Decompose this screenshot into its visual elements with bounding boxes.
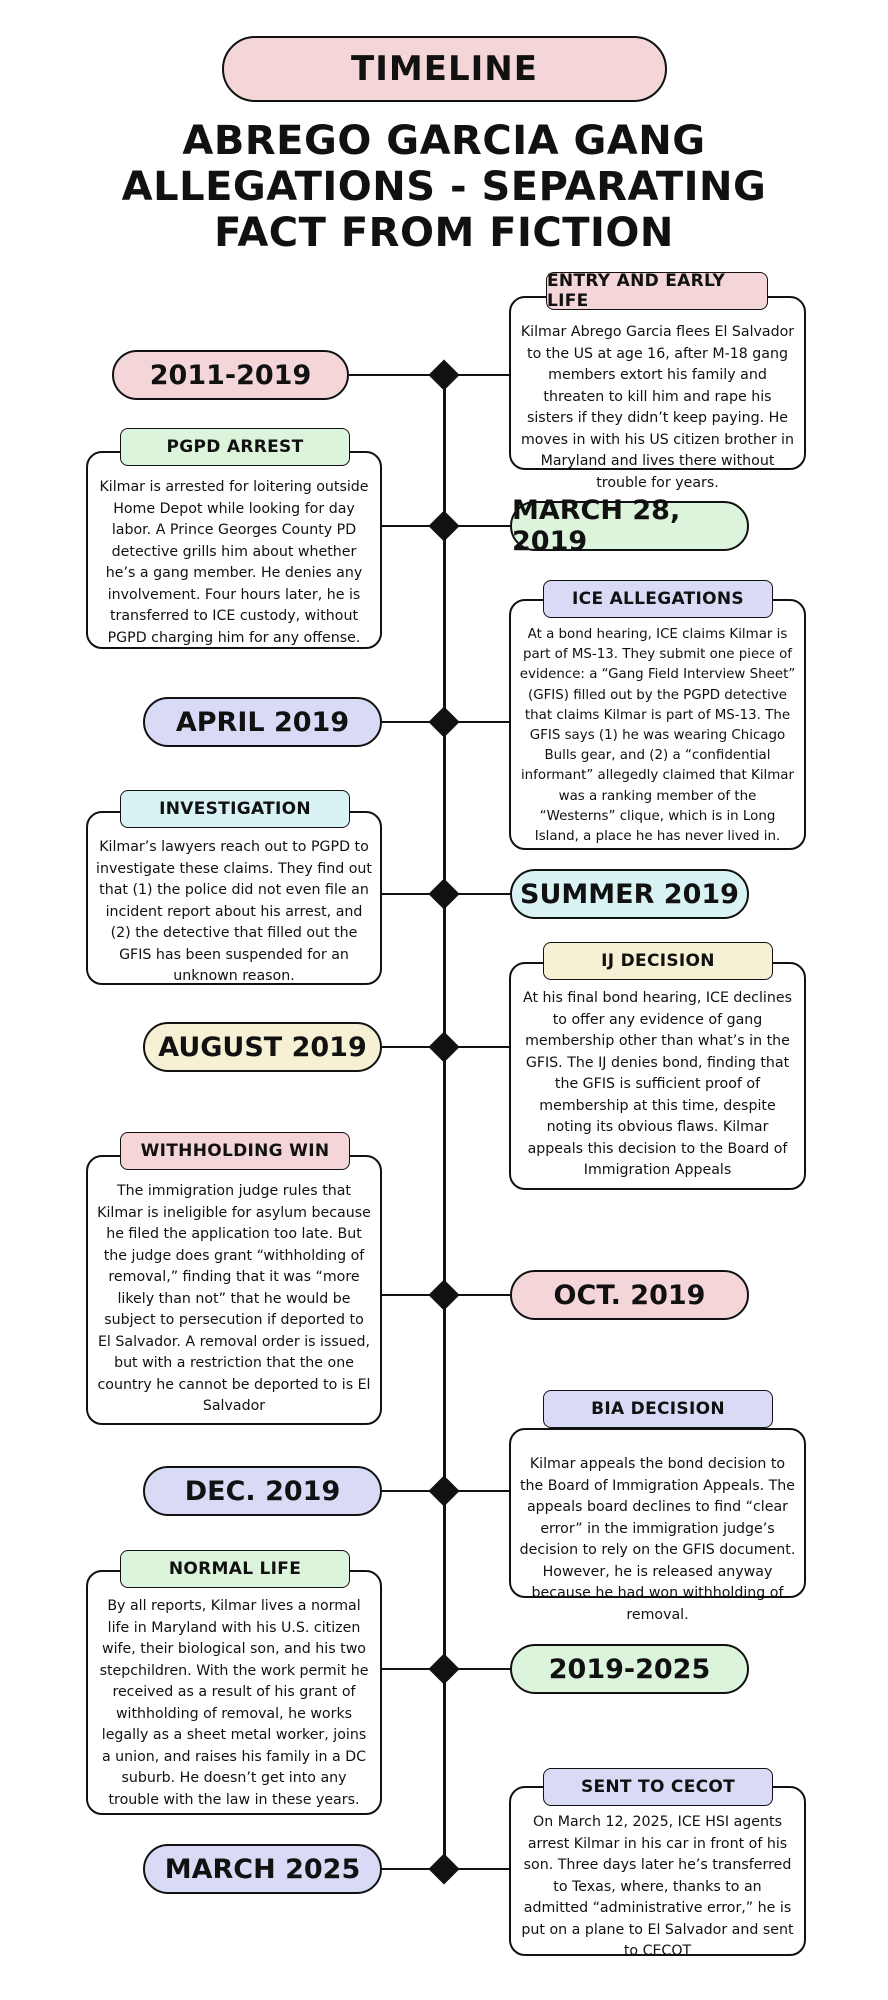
page-title — [60, 118, 828, 256]
event-text: The immigration judge rules that Kilmar is ineligible for asylum because he filed the application too late. But the judge does grant “withholding of removal,” finding that it was “more likely than not” that he would be subject to persecution if deported to El Salvador. A removal order is issued, but with a restriction that the one country he cannot be deported to is El Salvador — [97, 1183, 371, 1414]
event-text: Kilmar Abrego Garcia flees El Salvador to the US at age 16, after M-18 gang members extort his family and threaten to kill him and rape his sisters if they didn’t keep paying. He moves in with his US citizen brother in Maryland and lives there without trouble for years. — [520, 324, 795, 491]
timeline-node — [428, 1853, 459, 1884]
date-pill: APRIL 2019 — [143, 697, 382, 747]
event-box — [86, 1155, 382, 1425]
timeline-node — [428, 510, 459, 541]
event-text: On March 12, 2025, ICE HSI agents arrest Kilmar in his car in front of his son. Three days later he’s transferred to Texas, where, thanks to an admitted “administrative error,” he is put on a plane to El Salvador and sent to CECOT — [521, 1814, 794, 1959]
timeline-header: TIMELINE — [222, 36, 667, 102]
timeline-node — [428, 359, 459, 390]
event-label: ICE ALLEGATIONS — [543, 580, 773, 618]
date-pill: DEC. 2019 — [143, 1466, 382, 1516]
event-box — [509, 1428, 806, 1623]
date-pill: MARCH 2025 — [143, 1844, 382, 1894]
timeline-node — [428, 1475, 459, 1506]
timeline-node — [428, 1279, 459, 1310]
date-pill: AUGUST 2019 — [143, 1022, 382, 1072]
title-line-1: ABREGO GARCIA GANG — [182, 118, 706, 164]
event-text: Kilmar appeals the bond decision to the Board of Immigration Appeals. The appeals board declines to find “clear error” in the immigration judge’s decision to rely on the GFIS document. However, he is released anyway because he had won withholding of removal. — [519, 1456, 796, 1623]
date-pill: MARCH 28, 2019 — [510, 501, 749, 551]
event-box — [509, 599, 806, 850]
event-label: ENTRY AND EARLY LIFE — [546, 272, 768, 310]
timeline-node — [428, 1031, 459, 1062]
timeline-node — [428, 878, 459, 909]
date-pill: 2011-2019 — [112, 350, 349, 400]
timeline-node — [428, 1653, 459, 1684]
title-line-3: FACT FROM FICTION — [214, 210, 674, 256]
event-label: NORMAL LIFE — [120, 1550, 350, 1588]
event-text: At a bond hearing, ICE claims Kilmar is part of MS-13. They submit one piece of evidence: a “Gang Field Interview Sheet” (GFIS) filled out by the PGPD detective that claims Kilmar is part of MS-13. The GFIS says (1) he was wearing Chicago Bulls gear, and (2) a “confidential informant” allegedly claimed that Kilmar was a ranking member of the “Westerns” clique, which is in Long Island, a place he has never lived in. — [519, 627, 796, 845]
event-text: At his final bond hearing, ICE declines to offer any evidence of gang membership other than what’s in the GFIS. The IJ denies bond, finding that the GFIS is sufficient proof of membership at this time, despite noting its obvious flaws. Kilmar appeals this decision to the Board of Immigration Appeals — [523, 990, 792, 1178]
event-label: BIA DECISION — [543, 1390, 773, 1428]
timeline-node — [428, 706, 459, 737]
event-label: INVESTIGATION — [120, 790, 350, 828]
title-line-2: ALLEGATIONS - SEPARATING — [121, 164, 767, 210]
event-label: PGPD ARREST — [120, 428, 350, 466]
event-text: Kilmar is arrested for loitering outside Home Depot while looking for day labor. A Prince Georges County PD detective grills him about whether he’s a gang member. He denies any involvement. Four hours later, he is transferred to ICE custody, without PGPD charging him for any offense. — [99, 479, 369, 646]
date-pill: SUMMER 2019 — [510, 869, 749, 919]
event-text: Kilmar’s lawyers reach out to PGPD to investigate these claims. They find out that (1) the police did not even file an incident report about his arrest, and (2) the detective that filled out the GFIS has been suspended for an unknown reason. — [96, 839, 372, 984]
event-label: IJ DECISION — [543, 942, 773, 980]
event-box — [86, 811, 382, 985]
event-text: By all reports, Kilmar lives a normal life in Maryland with his U.S. citizen wife, their biological son, and his two stepchildren. With the work permit he received as a result of his grant of withholding of removal, he works legally as a sheet metal worker, joins a union, and raises his family in a DC suburb. He doesn’t get into any trouble with the law in these years. — [99, 1598, 369, 1808]
event-box — [509, 1786, 806, 1959]
event-label: WITHHOLDING WIN — [120, 1132, 350, 1170]
event-box — [86, 1570, 382, 1815]
event-box — [509, 296, 806, 491]
date-pill: OCT. 2019 — [510, 1270, 749, 1320]
date-pill: 2019-2025 — [510, 1644, 749, 1694]
event-label: SENT TO CECOT — [543, 1768, 773, 1806]
event-box — [86, 451, 382, 649]
event-box — [509, 962, 806, 1190]
